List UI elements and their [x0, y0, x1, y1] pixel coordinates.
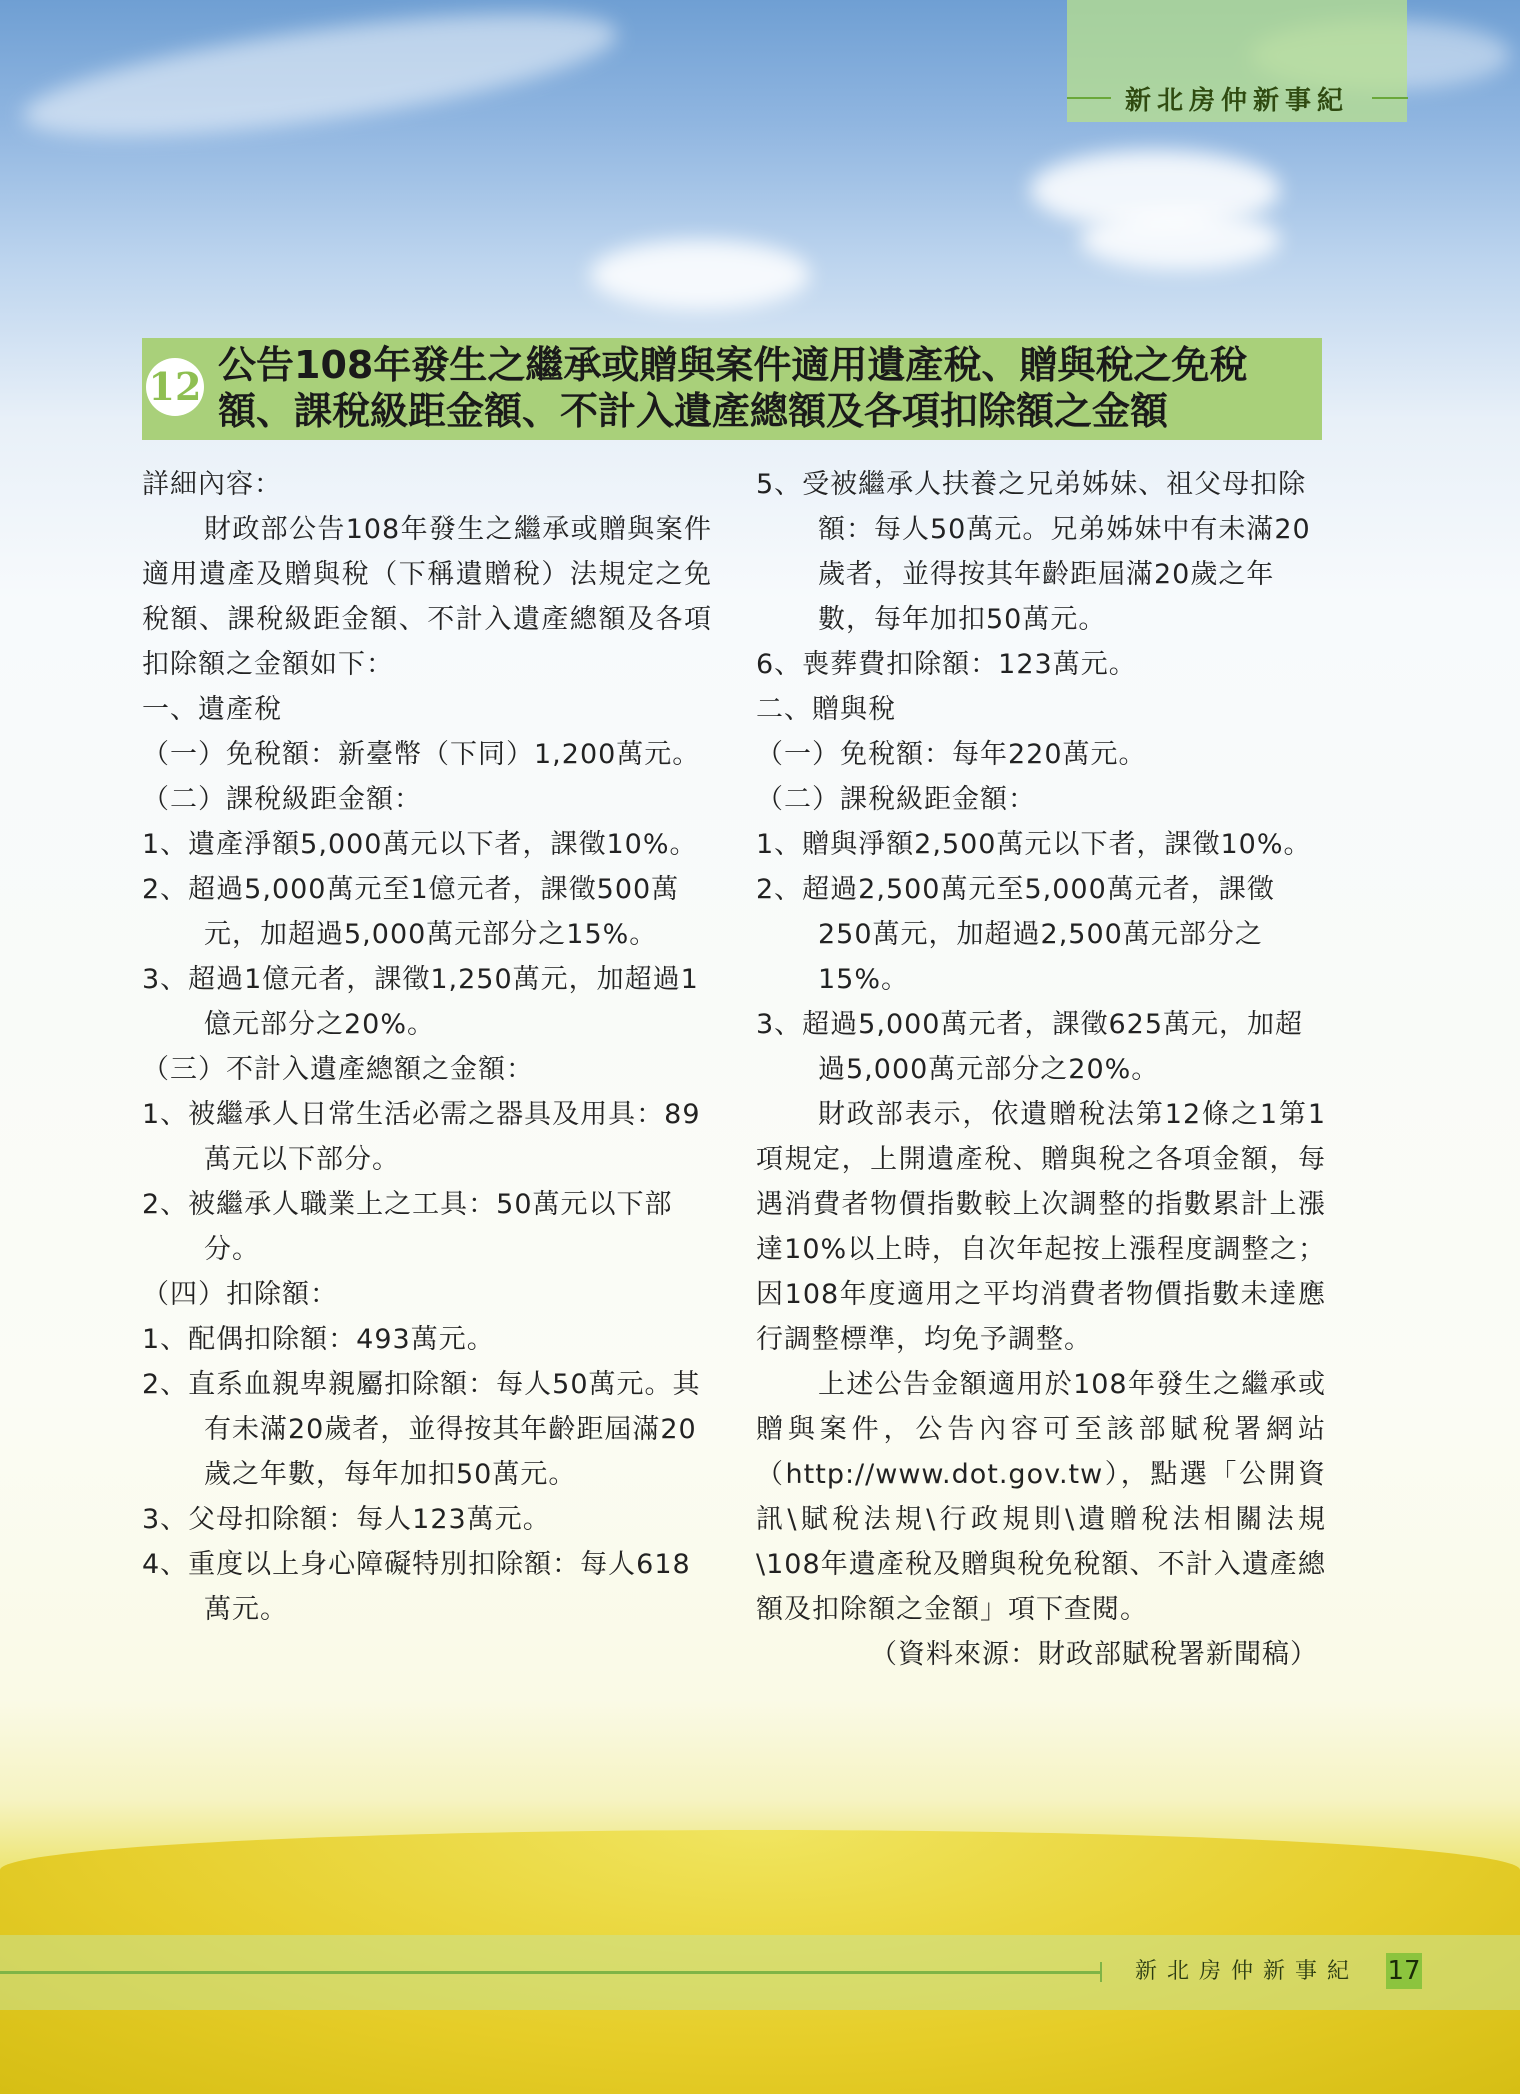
- article-title: [218, 342, 1318, 434]
- title-line-2: 額、課稅級距金額、不計入遺產總額及各項扣除額之金額: [218, 389, 1169, 433]
- list-item: 6、喪葬費扣除額：123萬元。: [756, 649, 1137, 680]
- list-item: 3、父母扣除額：每人123萬元。: [142, 1504, 551, 1535]
- announcement-paragraph: 上述公告金額適用於108年發生之繼承或贈與案件，公告內容可至該部賦稅署網站（http://www.dot.gov.tw），點選「公開資訊\賦稅法規\行政規則\遺贈稅法相關法規\108年遺產稅及贈與稅免稅額、不計入遺產總額及扣除額之金額」項下查閱。: [756, 1369, 1326, 1625]
- list-item: 1、遺產淨額5,000萬元以下者，課徵10%。: [142, 829, 698, 860]
- page-number: 17: [1386, 1953, 1422, 1989]
- list-item: 4、重度以上身心障礙特別扣除額：每人618萬元。: [142, 1549, 691, 1625]
- source-note: （資料來源：財政部賦稅署新聞稿）: [870, 1639, 1318, 1670]
- gift-brackets-heading: （二）課稅級距金額：: [756, 784, 1036, 815]
- estate-brackets-heading: （二）課稅級距金額：: [142, 784, 422, 815]
- list-item: 2、被繼承人職業上之工具：50萬元以下部分。: [142, 1189, 673, 1265]
- article-number-badge: 12: [146, 358, 204, 416]
- list-item: 1、配偶扣除額：493萬元。: [142, 1324, 495, 1355]
- footer-rule: [0, 1971, 1100, 1974]
- footer-rule-tick: [1100, 1962, 1102, 1982]
- list-item: 2、超過5,000萬元至1億元者，課徵500萬元，加超過5,000萬元部分之15%。: [142, 874, 680, 950]
- excluded-amounts-heading: （三）不計入遺產總額之金額：: [142, 1054, 534, 1085]
- magazine-name-header: 新北房仲新事紀: [1124, 86, 1349, 116]
- list-item: 3、超過5,000萬元者，課徵625萬元，加超過5,000萬元部分之20%。: [756, 1009, 1304, 1085]
- list-item: 1、贈與淨額2,500萬元以下者，課徵10%。: [756, 829, 1312, 860]
- title-line-1: 公告108年發生之繼承或贈與案件適用遺產稅、贈與稅之免稅: [218, 343, 1248, 387]
- list-item: 3、超過1億元者，課徵1,250萬元，加超過1億元部分之20%。: [142, 964, 699, 1040]
- details-label: 詳細內容：: [142, 469, 282, 500]
- right-column: [756, 462, 1326, 1677]
- cloud: [1080, 210, 1280, 270]
- deductions-heading: （四）扣除額：: [142, 1279, 338, 1310]
- section-heading-gift-tax: 二、贈與稅: [756, 694, 896, 725]
- gift-exemption: （一）免稅額：每年220萬元。: [756, 739, 1147, 770]
- left-column: [142, 462, 712, 1632]
- list-item: 5、受被繼承人扶養之兄弟姊妹、祖父母扣除額：每人50萬元。兄弟姊妹中有未滿20歲者，並得按其年齡距屆滿20歲之年數，每年加扣50萬元。: [756, 469, 1311, 635]
- magazine-name-footer: 新北房仲新事紀: [1135, 1959, 1360, 1984]
- cloud: [590, 240, 810, 310]
- section-heading-estate-tax: 一、遺產稅: [142, 694, 282, 725]
- list-item: 2、直系血親卑親屬扣除額：每人50萬元。其有未滿20歲者，並得按其年齡距屆滿20歲之年數，每年加扣50萬元。: [142, 1369, 701, 1490]
- estate-exemption: （一）免稅額：新臺幣（下同）1,200萬元。: [142, 739, 701, 770]
- list-item: 2、超過2,500萬元至5,000萬元者，課徵250萬元，加超過2,500萬元部分之15%。: [756, 874, 1275, 995]
- cloud: [17, 0, 624, 161]
- list-item: 1、被繼承人日常生活必需之器具及用具：89萬元以下部分。: [142, 1099, 701, 1175]
- adjustment-paragraph: 財政部表示，依遺贈稅法第12條之1第1項規定，上開遺產稅、贈與稅之各項金額，每遇消費者物價指數較上次調整的指數累計上漲達10%以上時，自次年起按上漲程度調整之；因108年度適用之平均消費者物價指數未達應行調整標準，均免予調整。: [756, 1099, 1326, 1355]
- intro-paragraph: 財政部公告108年發生之繼承或贈與案件適用遺產及贈與稅（下稱遺贈稅）法規定之免稅額、課稅級距金額、不計入遺產總額及各項扣除額之金額如下：: [142, 514, 712, 680]
